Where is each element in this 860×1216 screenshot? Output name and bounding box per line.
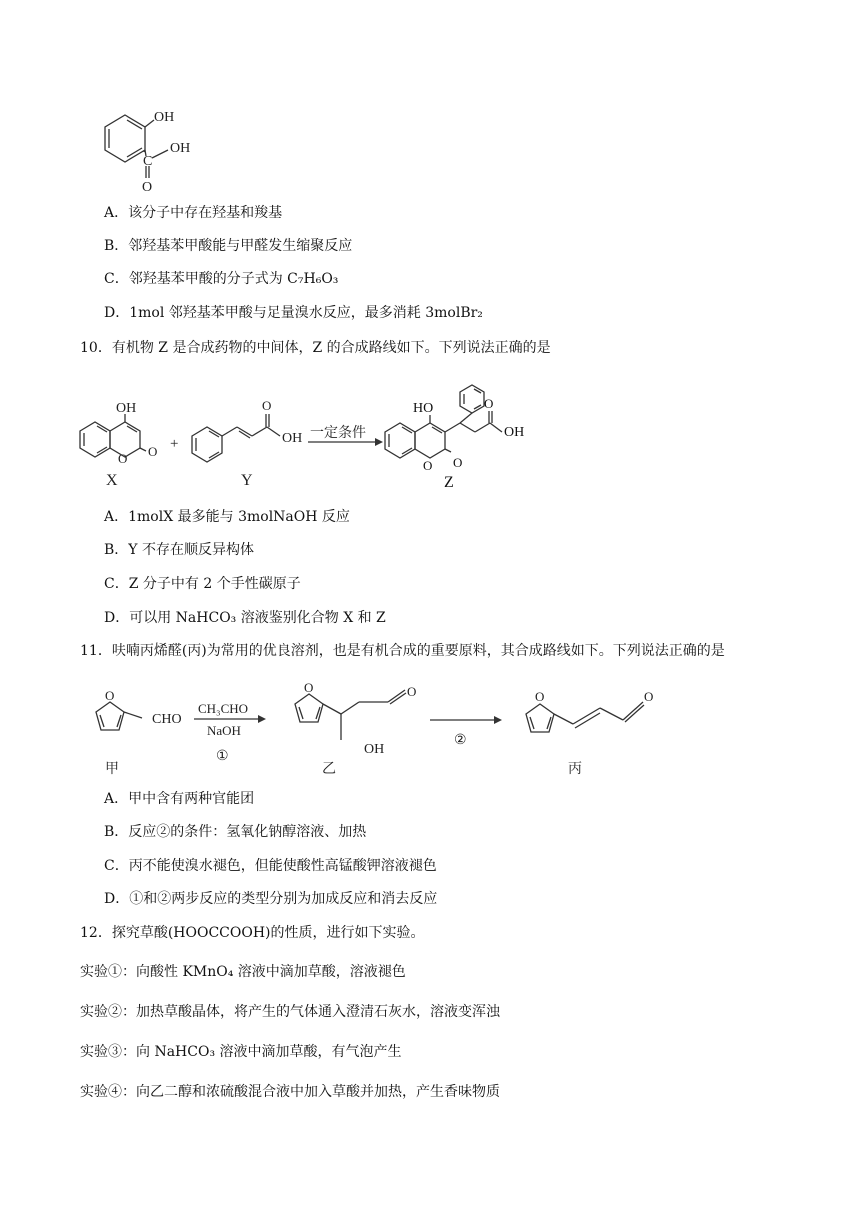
experiment-1: 实验①：向酸性 KMnO₄ 溶液中滴加草酸，溶液褪色: [80, 964, 406, 980]
option-letter: D．: [104, 610, 130, 626]
q10-option-a: [104, 508, 350, 526]
option-letter: D．: [104, 891, 130, 907]
q10-option-b: [104, 541, 254, 559]
y-oh-label: OH: [282, 431, 303, 446]
bing-label: 丙: [568, 762, 582, 777]
option-text: 该分子中存在羟基和羧基: [128, 205, 283, 221]
x-oh-label: OH: [116, 401, 137, 416]
cho-label: CHO: [152, 712, 182, 727]
q9-option-a: [104, 204, 282, 222]
option-text: Z 分子中有 2 个手性碳原子: [128, 576, 301, 592]
z-ring-o-label: O: [423, 458, 433, 473]
option-text: ①和②两步反应的类型分别为加成反应和消去反应: [129, 891, 438, 907]
y-label: Y: [241, 472, 253, 489]
z-oh-label: OH: [504, 425, 525, 440]
q11-option-d: [104, 890, 437, 908]
z-label: Z: [444, 474, 454, 491]
q9-option-b: [104, 237, 352, 255]
option-text: 邻羟基苯甲酸的分子式为: [128, 271, 288, 287]
compound-jia-structure: [96, 702, 142, 730]
q10-stem: 10．有机物 Z 是合成药物的中间体，Z 的合成路线如下。下列说法正确的是: [80, 340, 551, 356]
reagent-naoh: NaOH: [207, 723, 241, 738]
option-text: 邻羟基苯甲酸能与甲醛发生缩聚反应: [128, 238, 353, 254]
option-letter: B．: [104, 542, 129, 558]
jia-label: 甲: [105, 762, 119, 777]
jia-o-label: O: [105, 688, 115, 703]
yi-oh-label: OH: [364, 742, 385, 757]
plus-sign: +: [170, 436, 179, 452]
carbonyl-o-label: O: [142, 180, 153, 195]
x-label: X: [106, 472, 118, 489]
option-letter: A．: [104, 205, 129, 221]
option-text: 甲中含有两种官能团: [128, 791, 255, 807]
option-letter: D．: [104, 305, 130, 321]
yi-carbonyl-o-label: O: [407, 684, 417, 699]
q11-option-c: [104, 857, 437, 875]
option-letter: A．: [104, 509, 129, 525]
salicylic-acid-structure: [70, 100, 210, 200]
reaction-condition: 一定条件: [310, 426, 366, 441]
yi-ring-o-label: O: [304, 680, 314, 695]
bing-carbonyl-o-label: O: [644, 689, 654, 704]
arrow-head: [494, 716, 502, 724]
x-carbonyl-o-label: O: [148, 444, 158, 459]
z-acid-o-label: O: [484, 396, 494, 411]
step-2-label: ②: [454, 733, 467, 748]
oh-right-label: OH: [170, 141, 191, 156]
experiment-3: 实验③：向 NaHCO₃ 溶液中滴加草酸，有气泡产生: [80, 1044, 402, 1060]
option-text: 可以用 NaHCO₃ 溶液鉴别化合物 X 和 Z: [129, 610, 386, 626]
option-letter: C．: [104, 858, 129, 874]
q9-option-d: [104, 304, 483, 322]
q11-reaction-scheme: [70, 680, 700, 780]
molecular-formula: C₇H₆O₃: [287, 271, 339, 287]
option-text: 1mol 邻羟基苯甲酸与足量溴水反应，最多消耗: [129, 305, 426, 321]
option-letter: B．: [104, 238, 129, 254]
option-letter: A．: [104, 791, 129, 807]
q11-stem: 11．呋喃丙烯醛(丙)为常用的优良溶剂，也是有机合成的重要原料，其合成路线如下。下列说法正确的是: [80, 643, 725, 659]
q10-option-d: [104, 609, 386, 627]
z-carbonyl-o-label: O: [453, 455, 463, 470]
y-carbonyl-o-label: O: [262, 398, 272, 413]
yi-label: 乙: [322, 762, 336, 777]
compound-yi-structure: [295, 690, 406, 740]
experiment-4: 实验④：向乙二醇和浓硫酸混合液中加入草酸并加热，产生香味物质: [80, 1084, 500, 1100]
q11-option-b: [104, 823, 366, 841]
carbon-label: C: [143, 154, 153, 169]
option-text: Y 不存在顺反异构体: [128, 542, 254, 558]
bromine-amount: 3molBr₂: [425, 305, 483, 321]
option-letter: C．: [104, 271, 129, 287]
compound-x-structure: [80, 414, 146, 457]
compound-y-structure: [192, 414, 280, 462]
q12-stem: 12．探究草酸(HOOCCOOH)的性质，进行如下实验。: [80, 925, 425, 941]
z-ho-label: HO: [413, 401, 434, 416]
option-letter: B．: [104, 824, 129, 840]
option-text: 反应②的条件：氢氧化钠醇溶液、加热: [128, 824, 367, 840]
oh-top-label: OH: [154, 110, 175, 125]
bing-ring-o-label: O: [535, 689, 545, 704]
arrow-head: [258, 715, 266, 723]
option-text: 1molX 最多能与 3molNaOH 反应: [128, 509, 350, 525]
reagent-acetaldehyde: CH₃CHO: [198, 701, 249, 716]
q11-option-a: [104, 790, 254, 808]
q9-option-c: [104, 270, 338, 288]
experiment-2: 实验②：加热草酸晶体，将产生的气体通入澄清石灰水，溶液变浑浊: [80, 1004, 500, 1020]
step-1-label: ①: [216, 749, 229, 764]
compound-z-structure: [380, 370, 550, 496]
x-ring-o-label: O: [118, 451, 128, 466]
option-text: 丙不能使溴水褪色，但能使酸性高锰酸钾溶液褪色: [128, 858, 437, 874]
compound-bing-structure: [526, 702, 644, 732]
q10-option-c: [104, 575, 301, 593]
option-letter: C．: [104, 576, 129, 592]
